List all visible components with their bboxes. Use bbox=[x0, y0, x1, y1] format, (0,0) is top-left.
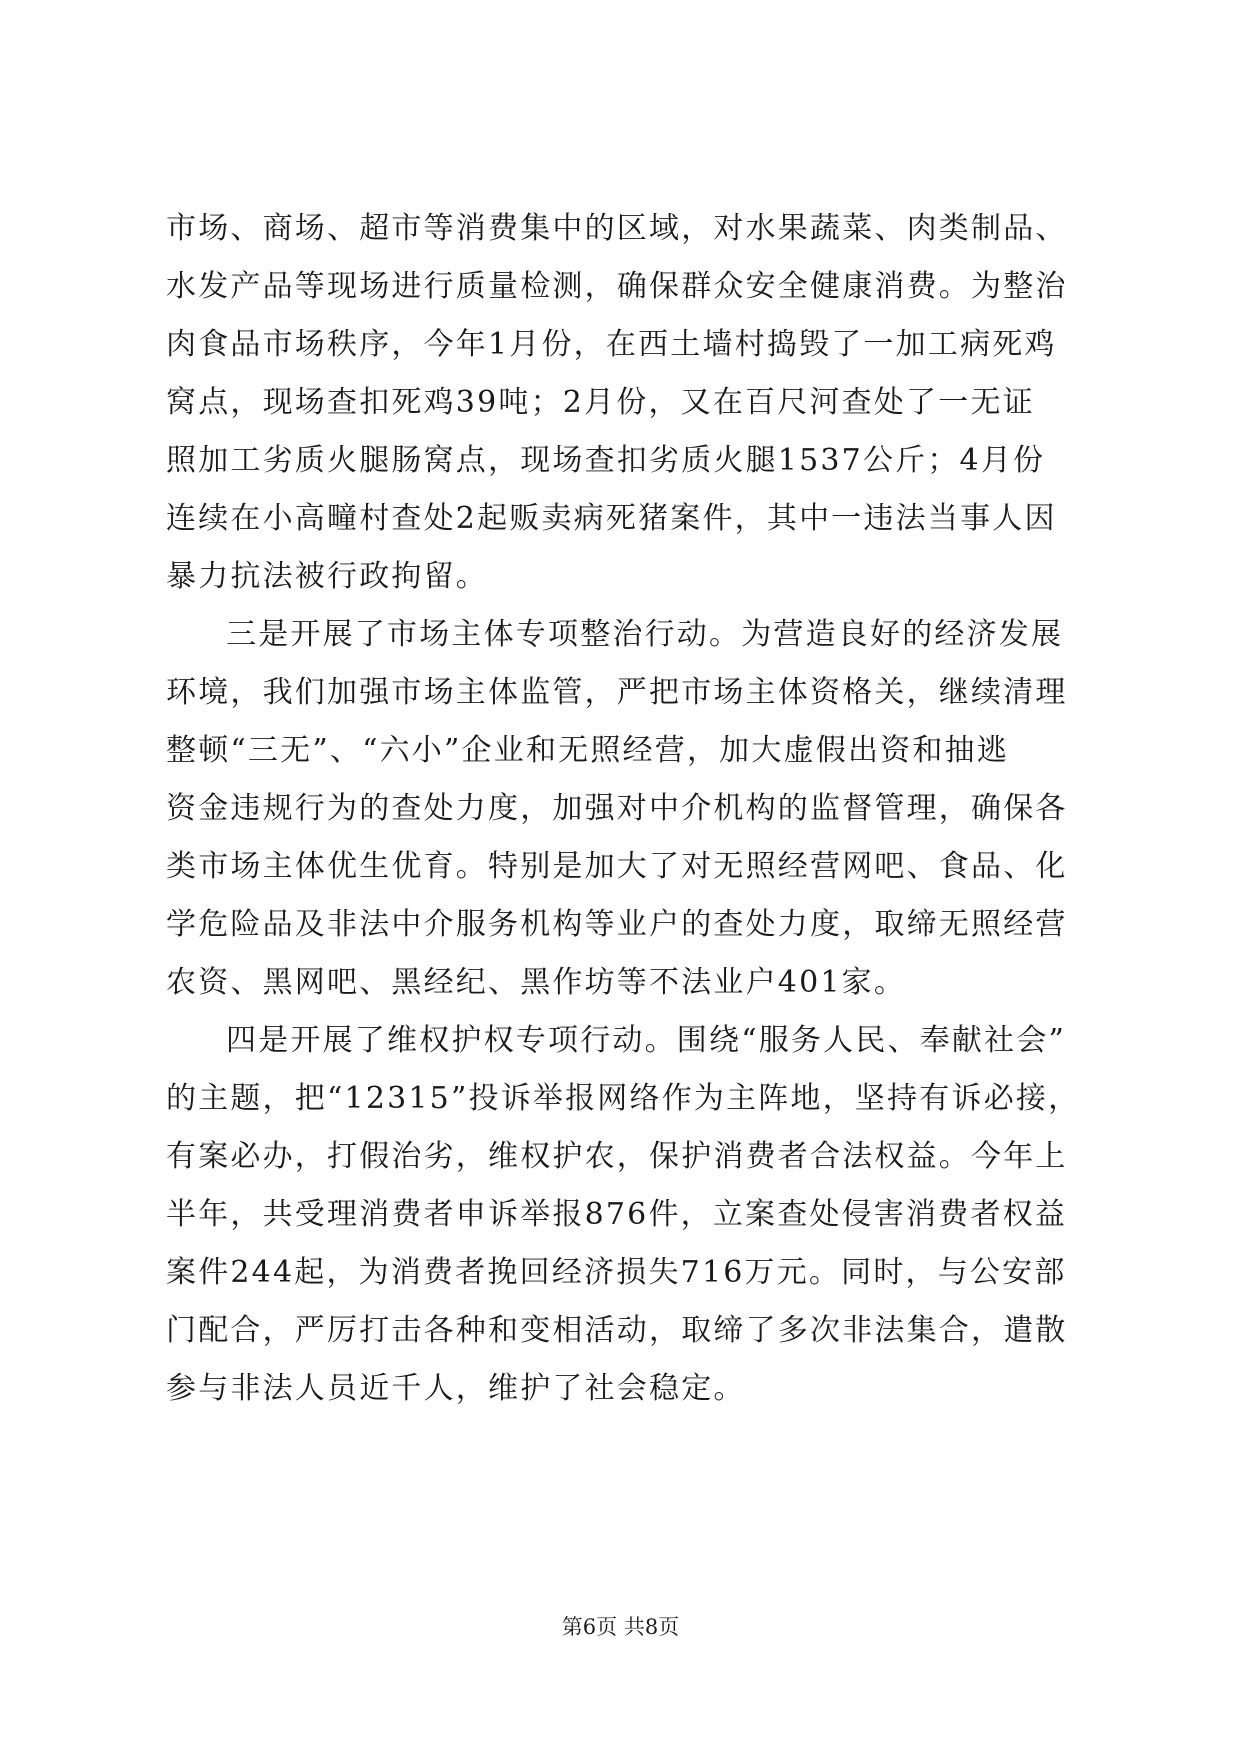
text-line: 照加工劣质火腿肠窝点，现场查扣劣质火腿1537公斤；4月份 bbox=[166, 443, 1046, 478]
text-line: 资金违规行为的查处力度，加强对中介机构的监督管理，确保各 bbox=[166, 791, 1068, 826]
text-line: 市场、商场、超市等消费集中的区域，对水果蔬菜、肉类制品、 bbox=[166, 211, 1068, 246]
text-line: 环境，我们加强市场主体监管，严把市场主体资格关，继续清理 bbox=[166, 675, 1068, 710]
text-line: 门配合，严厉打击各种和变相活动，取缔了多次非法集合，遣散 bbox=[166, 1313, 1068, 1348]
text-line: 水发产品等现场进行质量检测，确保群众安全健康消费。为整治 bbox=[166, 269, 1068, 304]
text-line: 学危险品及非法中介服务机构等业户的查处力度，取缔无照经营 bbox=[166, 907, 1068, 942]
text-line: 类市场主体优生优育。特别是加大了对无照经营网吧、食品、化 bbox=[166, 849, 1068, 884]
paragraph-start-line: 四是开展了维权护权专项行动。围绕“服务人民、奉献社会” bbox=[226, 1023, 1067, 1058]
text-line: 连续在小高疃村查处2起贩卖病死猪案件，其中一违法当事人因 bbox=[166, 501, 1057, 536]
text-line: 案件244起，为消费者挽回经济损失716万元。同时，与公安部 bbox=[166, 1255, 1067, 1290]
paragraph-start-line: 三是开展了市场主体专项整治行动。为营造良好的经济发展 bbox=[226, 617, 1064, 652]
page-number-footer: 第6页 共8页 bbox=[561, 1615, 680, 1639]
document-body bbox=[166, 200, 1086, 1418]
text-line: 暴力抗法被行政拘留。 bbox=[166, 559, 488, 594]
text-line: 肉食品市场秩序，今年1月份，在西土墙村捣毁了一加工病死鸡 bbox=[166, 327, 1057, 362]
text-line: 半年，共受理消费者申诉举报876件，立案查处侵害消费者权益 bbox=[166, 1197, 1068, 1232]
text-line: 参与非法人员近千人，维护了社会稳定。 bbox=[166, 1371, 746, 1406]
text-line: 整顿“三无”、“六小”企业和无照经营，加大虚假出资和抽逃 bbox=[166, 733, 1009, 768]
text-line: 的主题，把“12315”投诉举报网络作为主阵地，坚持有诉必接， bbox=[166, 1081, 1081, 1116]
text-line: 有案必办，打假治劣，维权护农，保护消费者合法权益。今年上 bbox=[166, 1139, 1068, 1174]
text-line: 农资、黑网吧、黑经纪、黑作坊等不法业户401家。 bbox=[166, 965, 907, 1000]
text-line: 窝点，现场查扣死鸡39吨；2月份，又在百尺河查处了一无证 bbox=[166, 385, 1035, 420]
